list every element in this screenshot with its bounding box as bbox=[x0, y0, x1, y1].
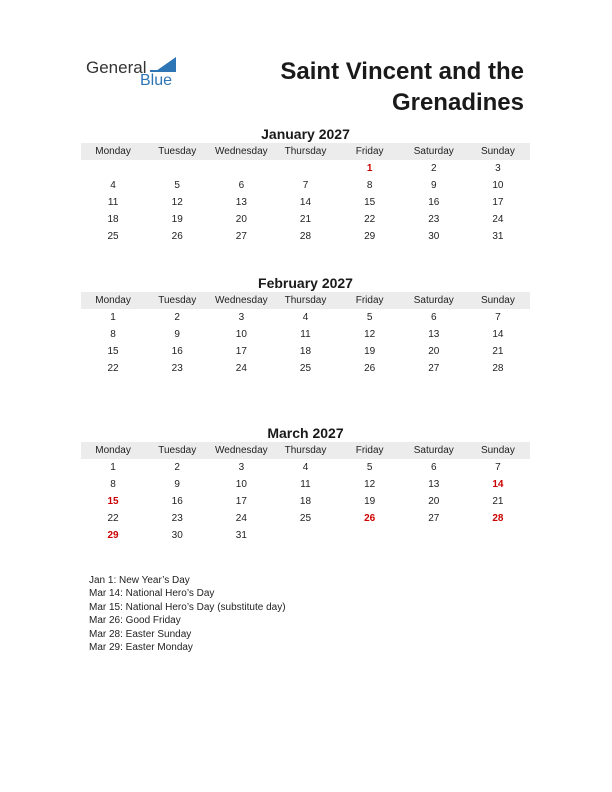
holiday-item: Mar 29: Easter Monday bbox=[89, 642, 193, 654]
weekday-label: Tuesday bbox=[158, 146, 197, 157]
day-cell: 5 bbox=[366, 462, 373, 473]
weekday-label: Monday bbox=[95, 146, 131, 157]
month-february bbox=[81, 274, 530, 377]
day-cell: 2 bbox=[430, 163, 437, 174]
day-cell: 11 bbox=[300, 479, 311, 490]
day-cell: 20 bbox=[428, 346, 440, 357]
week-row bbox=[81, 160, 530, 177]
holiday-day-cell: 1 bbox=[366, 163, 373, 174]
day-cell: 21 bbox=[492, 346, 504, 357]
day-cell: 24 bbox=[235, 363, 247, 374]
week-row bbox=[81, 326, 530, 343]
week-row bbox=[81, 228, 530, 245]
day-cell: 18 bbox=[299, 346, 312, 357]
day-cell: 25 bbox=[299, 513, 312, 524]
weekday-label: Wednesday bbox=[215, 295, 268, 306]
day-cell: 14 bbox=[299, 197, 312, 208]
month-grid bbox=[81, 459, 530, 544]
page-title-line-2: Grenadines bbox=[391, 89, 524, 116]
day-cell: 16 bbox=[171, 346, 183, 357]
weekday-label: Sunday bbox=[480, 295, 515, 306]
month-title: January 2027 bbox=[261, 126, 350, 142]
day-cell: 4 bbox=[302, 312, 309, 323]
day-cell: 4 bbox=[302, 462, 309, 473]
holiday-day-cell: 26 bbox=[364, 513, 376, 524]
day-cell: 2 bbox=[174, 462, 180, 473]
day-cell: 26 bbox=[364, 363, 376, 374]
day-cell: 19 bbox=[171, 214, 183, 225]
day-cell: 30 bbox=[171, 530, 183, 541]
weekday-header-row bbox=[81, 143, 530, 160]
day-cell: 10 bbox=[235, 329, 247, 340]
day-cell: 17 bbox=[235, 346, 247, 357]
day-cell: 24 bbox=[235, 513, 247, 524]
day-cell: 3 bbox=[238, 312, 245, 323]
day-cell: 21 bbox=[492, 496, 504, 507]
week-row bbox=[81, 527, 530, 544]
logo-blue-text: Blue bbox=[140, 72, 173, 89]
day-cell: 7 bbox=[495, 312, 501, 323]
day-cell: 12 bbox=[364, 329, 376, 340]
day-cell: 3 bbox=[238, 462, 245, 473]
week-row bbox=[81, 493, 530, 510]
day-cell: 4 bbox=[110, 180, 116, 191]
week-row bbox=[81, 194, 530, 211]
month-march bbox=[81, 424, 530, 544]
holiday-list bbox=[89, 574, 286, 654]
day-cell: 30 bbox=[428, 231, 440, 242]
month-title: February 2027 bbox=[258, 275, 353, 291]
day-cell: 1 bbox=[110, 312, 116, 323]
day-cell: 19 bbox=[364, 346, 376, 357]
weekday-label: Thursday bbox=[284, 146, 327, 157]
holiday-day-cell: 29 bbox=[107, 530, 119, 541]
week-row bbox=[81, 476, 530, 493]
day-cell: 18 bbox=[299, 496, 312, 507]
day-cell: 17 bbox=[492, 197, 504, 208]
day-cell: 8 bbox=[110, 479, 116, 490]
day-cell: 3 bbox=[495, 163, 501, 174]
day-cell: 25 bbox=[107, 231, 119, 242]
day-cell: 17 bbox=[235, 496, 247, 507]
day-cell: 20 bbox=[428, 496, 440, 507]
day-cell: 15 bbox=[364, 197, 376, 208]
day-cell: 28 bbox=[299, 231, 312, 242]
weekday-label: Saturday bbox=[413, 146, 454, 157]
weekday-label: Saturday bbox=[413, 445, 454, 456]
day-cell: 29 bbox=[364, 231, 376, 242]
day-cell: 16 bbox=[428, 197, 440, 208]
weekday-label: Thursday bbox=[284, 445, 327, 456]
week-row bbox=[81, 343, 530, 360]
day-cell: 22 bbox=[107, 513, 119, 524]
day-cell: 19 bbox=[364, 496, 376, 507]
day-cell: 9 bbox=[430, 180, 437, 191]
weekday-label: Wednesday bbox=[215, 445, 268, 456]
week-row bbox=[81, 309, 530, 326]
day-cell: 27 bbox=[428, 513, 440, 524]
day-cell: 8 bbox=[110, 329, 116, 340]
logo-flag-icon bbox=[156, 57, 176, 71]
day-cell: 13 bbox=[428, 479, 440, 490]
page-title bbox=[224, 56, 524, 118]
day-cell: 6 bbox=[430, 462, 437, 473]
weekday-label: Sunday bbox=[480, 445, 515, 456]
day-cell: 6 bbox=[238, 180, 245, 191]
holiday-item: Mar 28: Easter Sunday bbox=[89, 628, 192, 640]
day-cell: 14 bbox=[492, 329, 504, 340]
day-cell: 6 bbox=[430, 312, 437, 323]
day-cell: 1 bbox=[110, 462, 116, 473]
day-cell: 24 bbox=[492, 214, 504, 225]
day-cell: 12 bbox=[171, 197, 183, 208]
day-cell: 21 bbox=[299, 214, 312, 225]
weekday-label: Saturday bbox=[413, 295, 454, 306]
month-grid bbox=[81, 160, 530, 245]
day-cell: 2 bbox=[174, 312, 180, 323]
holiday-day-cell: 15 bbox=[107, 496, 119, 507]
weekday-label: Tuesday bbox=[158, 445, 197, 456]
logo-general-text: General bbox=[86, 58, 147, 77]
weekday-label: Friday bbox=[355, 146, 384, 157]
day-cell: 31 bbox=[492, 231, 504, 242]
holiday-day-cell: 14 bbox=[492, 479, 504, 490]
month-grid bbox=[81, 309, 530, 377]
day-cell: 22 bbox=[364, 214, 376, 225]
weekday-header-row bbox=[81, 292, 530, 309]
weekday-label: Sunday bbox=[480, 146, 515, 157]
page-title-line-1: Saint Vincent and the bbox=[280, 58, 524, 85]
weekday-header-row bbox=[81, 442, 530, 459]
brand-logo bbox=[86, 56, 196, 92]
day-cell: 23 bbox=[171, 513, 183, 524]
day-cell: 18 bbox=[107, 214, 119, 225]
weekday-label: Wednesday bbox=[215, 146, 268, 157]
day-cell: 23 bbox=[428, 214, 440, 225]
day-cell: 10 bbox=[492, 180, 504, 191]
day-cell: 25 bbox=[299, 363, 312, 374]
week-row bbox=[81, 510, 530, 527]
day-cell: 20 bbox=[235, 214, 247, 225]
weekday-label: Thursday bbox=[284, 295, 327, 306]
weekday-label: Tuesday bbox=[158, 295, 197, 306]
day-cell: 9 bbox=[174, 479, 180, 490]
day-cell: 31 bbox=[235, 530, 247, 541]
day-cell: 7 bbox=[495, 462, 501, 473]
day-cell: 13 bbox=[428, 329, 440, 340]
weekday-label: Friday bbox=[355, 295, 384, 306]
day-cell: 5 bbox=[366, 312, 373, 323]
day-cell: 23 bbox=[171, 363, 183, 374]
week-row bbox=[81, 459, 530, 476]
day-cell: 11 bbox=[107, 197, 119, 208]
day-cell: 10 bbox=[235, 479, 247, 490]
day-cell: 28 bbox=[492, 363, 504, 374]
day-cell: 22 bbox=[107, 363, 119, 374]
holiday-item: Mar 15: National Hero’s Day (substitute day) bbox=[89, 601, 286, 613]
month-january bbox=[81, 125, 530, 245]
day-cell: 9 bbox=[174, 329, 180, 340]
day-cell: 27 bbox=[428, 363, 440, 374]
day-cell: 11 bbox=[300, 329, 311, 340]
day-cell: 27 bbox=[235, 231, 247, 242]
day-cell: 12 bbox=[364, 479, 376, 490]
week-row bbox=[81, 177, 530, 194]
week-row bbox=[81, 360, 530, 377]
weekday-label: Friday bbox=[355, 445, 384, 456]
day-cell: 7 bbox=[302, 180, 309, 191]
day-cell: 8 bbox=[366, 180, 373, 191]
week-row bbox=[81, 211, 530, 228]
holiday-day-cell: 28 bbox=[492, 513, 504, 524]
day-cell: 15 bbox=[107, 346, 119, 357]
holiday-item: Jan 1: New Year’s Day bbox=[89, 575, 190, 586]
day-cell: 13 bbox=[235, 197, 247, 208]
day-cell: 5 bbox=[174, 180, 180, 191]
holiday-item: Mar 14: National Hero’s Day bbox=[89, 588, 215, 600]
weekday-label: Monday bbox=[95, 445, 131, 456]
month-title: March 2027 bbox=[267, 425, 344, 441]
day-cell: 26 bbox=[171, 231, 183, 242]
holiday-item: Mar 26: Good Friday bbox=[89, 615, 181, 627]
weekday-label: Monday bbox=[95, 295, 131, 306]
day-cell: 16 bbox=[171, 496, 183, 507]
